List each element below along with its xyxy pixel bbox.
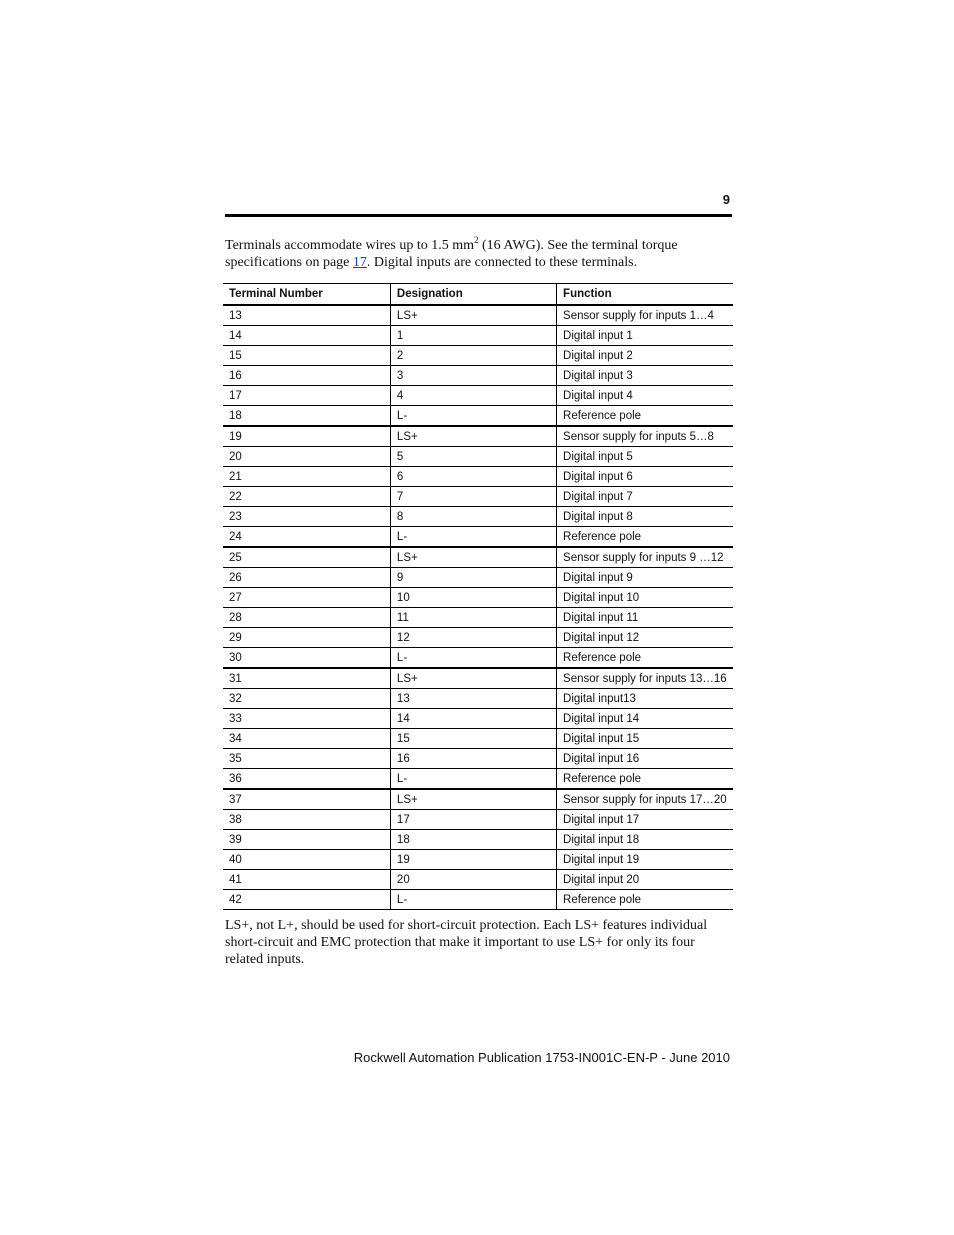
cell-designation: LS+ [390,305,556,326]
cell-designation: LS+ [390,668,556,689]
cell-designation: 11 [390,608,556,628]
cell-designation: 14 [390,709,556,729]
intro-text-c: . Digital inputs are connected to these terminals. [366,255,638,270]
cell-terminal-number: 42 [223,890,390,910]
cell-designation: 18 [390,830,556,850]
cell-terminal-number: 23 [223,507,390,527]
note-paragraph: LS+, not L+, should be used for short-circuit protection. Each LS+ features individual short-circuit and EMC protection that make it important to use LS+ for only its four related inputs. [225,918,708,967]
cell-function: Digital input 11 [557,608,733,628]
cell-function: Digital input 9 [557,568,733,588]
cell-designation: 2 [390,346,556,366]
table-row [223,467,733,487]
cell-designation: 15 [390,729,556,749]
table-row [223,326,733,346]
cell-function: Digital input 19 [557,850,733,870]
cell-terminal-number: 21 [223,467,390,487]
cell-designation: L- [390,769,556,790]
cell-function: Digital input 3 [557,366,733,386]
cell-designation: 16 [390,749,556,769]
cell-designation: 17 [390,810,556,830]
cell-terminal-number: 20 [223,447,390,467]
table-row [223,305,733,326]
cell-terminal-number: 37 [223,789,390,810]
cell-function: Digital input 16 [557,749,733,769]
cell-designation: LS+ [390,426,556,447]
cell-function: Digital input13 [557,689,733,709]
cell-terminal-number: 41 [223,870,390,890]
cell-terminal-number: 25 [223,547,390,568]
table-row [223,628,733,648]
table-row [223,568,733,588]
header-rule [225,214,732,217]
intro-superscript: 2 [474,235,479,245]
cell-designation: LS+ [390,547,556,568]
cell-terminal-number: 14 [223,326,390,346]
cell-function: Digital input 6 [557,467,733,487]
cell-terminal-number: 17 [223,386,390,406]
table-row [223,547,733,568]
table-row [223,386,733,406]
cell-function: Digital input 5 [557,447,733,467]
cell-designation: 12 [390,628,556,648]
cell-function: Digital input 18 [557,830,733,850]
page-link[interactable]: 17 [352,255,367,270]
cell-function: Sensor supply for inputs 17…20 [557,789,733,810]
cell-terminal-number: 38 [223,810,390,830]
cell-designation: 7 [390,487,556,507]
cell-function: Reference pole [557,527,733,548]
publication-footer: Rockwell Automation Publication 1753-IN001C-EN-P - June 2010 [353,1050,730,1065]
cell-function: Sensor supply for inputs 9 …12 [557,547,733,568]
cell-function: Digital input 4 [557,386,733,406]
cell-designation: 4 [390,386,556,406]
cell-terminal-number: 29 [223,628,390,648]
cell-designation: L- [390,890,556,910]
cell-function: Digital input 2 [557,346,733,366]
table-row [223,608,733,628]
table-body [223,305,733,910]
intro-text-a: Terminals accommodate wires up to 1.5 mm [225,238,475,253]
cell-function: Sensor supply for inputs 13…16 [557,668,733,689]
cell-function: Digital input 8 [557,507,733,527]
cell-function: Digital input 10 [557,588,733,608]
table-row [223,689,733,709]
terminal-table [223,283,733,910]
cell-function: Digital input 20 [557,870,733,890]
table-row [223,769,733,790]
cell-designation: 13 [390,689,556,709]
cell-terminal-number: 24 [223,527,390,548]
table-row [223,588,733,608]
cell-terminal-number: 32 [223,689,390,709]
cell-designation: L- [390,527,556,548]
intro-paragraph [225,237,735,271]
cell-terminal-number: 13 [223,305,390,326]
cell-designation: 5 [390,447,556,467]
table-row [223,527,733,548]
cell-terminal-number: 31 [223,668,390,689]
table-row [223,346,733,366]
table-row [223,648,733,669]
table-row [223,406,733,427]
header-function: Function [557,284,733,306]
cell-function: Sensor supply for inputs 5…8 [557,426,733,447]
cell-function: Reference pole [557,769,733,790]
table-row [223,426,733,447]
table-row [223,810,733,830]
table-row [223,890,733,910]
cell-function: Sensor supply for inputs 1…4 [557,305,733,326]
table-row [223,749,733,769]
table-row [223,870,733,890]
cell-terminal-number: 34 [223,729,390,749]
cell-designation: L- [390,406,556,427]
cell-function: Digital input 17 [557,810,733,830]
cell-terminal-number: 19 [223,426,390,447]
table-row [223,709,733,729]
cell-designation: 9 [390,568,556,588]
cell-function: Reference pole [557,406,733,427]
cell-function: Digital input 12 [557,628,733,648]
cell-terminal-number: 26 [223,568,390,588]
table-row [223,447,733,467]
cell-terminal-number: 30 [223,648,390,669]
table-row [223,729,733,749]
table-row [223,366,733,386]
cell-terminal-number: 18 [223,406,390,427]
cell-designation: 1 [390,326,556,346]
table-header-row [223,284,733,306]
header-designation: Designation [390,284,556,306]
page-number: 9 [722,192,730,207]
cell-designation: 10 [390,588,556,608]
cell-designation: 6 [390,467,556,487]
cell-function: Digital input 1 [557,326,733,346]
cell-designation: 20 [390,870,556,890]
table-row [223,830,733,850]
header-terminal-number: Terminal Number [223,284,390,306]
cell-function: Reference pole [557,890,733,910]
cell-function: Reference pole [557,648,733,669]
cell-terminal-number: 33 [223,709,390,729]
cell-terminal-number: 40 [223,850,390,870]
cell-terminal-number: 27 [223,588,390,608]
intro-text-b: (16 AWG). See the terminal torque specifications on page [225,238,678,270]
cell-function: Digital input 7 [557,487,733,507]
cell-function: Digital input 14 [557,709,733,729]
table-row [223,850,733,870]
table-row [223,668,733,689]
cell-terminal-number: 35 [223,749,390,769]
cell-designation: L- [390,648,556,669]
cell-terminal-number: 16 [223,366,390,386]
cell-designation: LS+ [390,789,556,810]
cell-terminal-number: 36 [223,769,390,790]
table-row [223,789,733,810]
cell-terminal-number: 22 [223,487,390,507]
table-row [223,507,733,527]
cell-terminal-number: 15 [223,346,390,366]
table-row [223,487,733,507]
cell-designation: 3 [390,366,556,386]
cell-designation: 8 [390,507,556,527]
cell-terminal-number: 39 [223,830,390,850]
cell-terminal-number: 28 [223,608,390,628]
cell-function: Digital input 15 [557,729,733,749]
cell-designation: 19 [390,850,556,870]
